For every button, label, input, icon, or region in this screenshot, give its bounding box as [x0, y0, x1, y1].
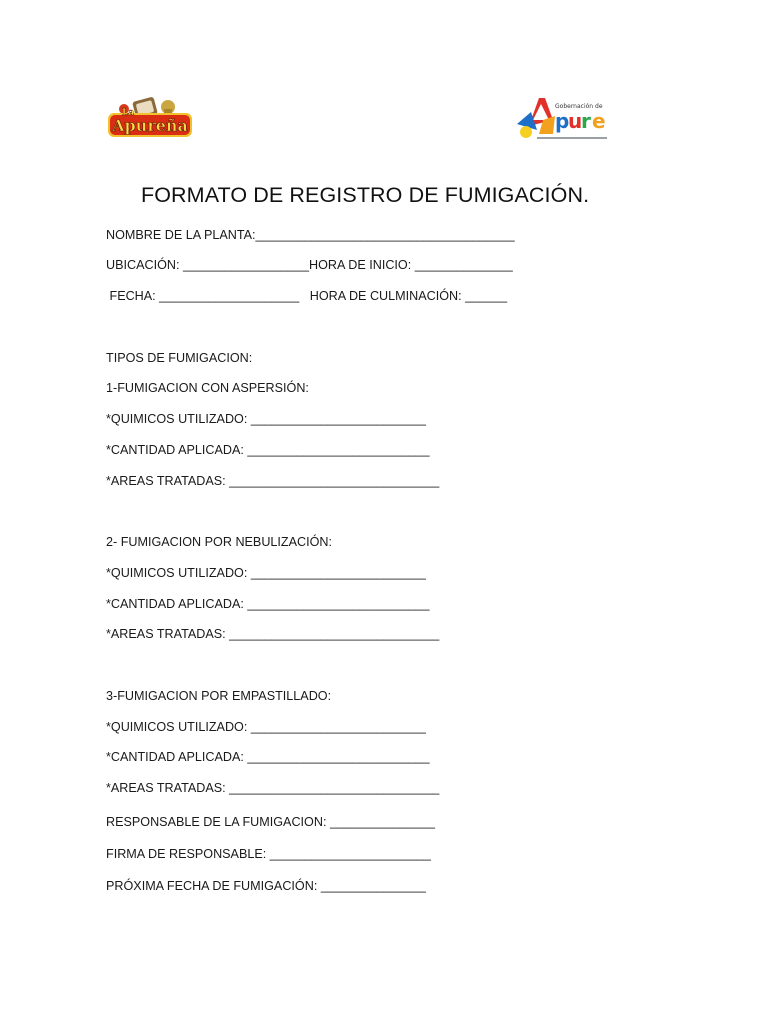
proxima-fecha-field[interactable]: PRÓXIMA FECHA DE FUMIGACIÓN: _______________: [106, 879, 426, 893]
section-2-heading: 2- FUMIGACION POR NEBULIZACIÓN:: [106, 535, 333, 549]
firma-field[interactable]: FIRMA DE RESPONSABLE: _______________________: [106, 847, 431, 861]
section-1-heading: 1-FUMIGACION CON ASPERSIÓN:: [106, 381, 309, 395]
svg-text:La: La: [122, 108, 135, 118]
gobernacion-apure-logo: [515, 90, 620, 145]
fecha-hora-culminacion-field[interactable]: FECHA: ____________________ HORA DE CULMINACIÓN: ______: [106, 289, 508, 303]
nombre-planta-field[interactable]: NOMBRE DE LA PLANTA:_____________________________________: [106, 228, 515, 242]
svg-text:e: e: [592, 109, 606, 133]
responsable-field[interactable]: RESPONSABLE DE LA FUMIGACION: _______________: [106, 815, 436, 829]
apurena-logo: [106, 95, 196, 141]
section-2-quimicos-field[interactable]: *QUIMICOS UTILIZADO: _________________________: [106, 566, 426, 580]
tipos-heading: TIPOS DE FUMIGACION:: [106, 351, 253, 365]
section-3-cantidad-field[interactable]: *CANTIDAD APLICADA: __________________________: [106, 750, 430, 764]
section-1-cantidad-field[interactable]: *CANTIDAD APLICADA: __________________________: [106, 443, 430, 457]
svg-text:Gobernación de: Gobernación de: [555, 103, 603, 110]
svg-text:u: u: [568, 109, 583, 133]
svg-text:p: p: [555, 109, 570, 133]
form-title: FORMATO DE REGISTRO DE FUMIGACIÓN.: [141, 183, 590, 207]
section-2-cantidad-field[interactable]: *CANTIDAD APLICADA: __________________________: [106, 597, 430, 611]
section-3-heading: 3-FUMIGACION POR EMPASTILLADO:: [106, 689, 332, 703]
svg-text:Apureña: Apureña: [112, 116, 188, 135]
section-2-areas-field[interactable]: *AREAS TRATADAS: ______________________________: [106, 627, 440, 641]
section-1-areas-field[interactable]: *AREAS TRATADAS: ______________________________: [106, 474, 440, 488]
section-3-areas-field[interactable]: *AREAS TRATADAS: ______________________________: [106, 781, 440, 795]
section-1-quimicos-field[interactable]: *QUIMICOS UTILIZADO: _________________________: [106, 412, 426, 426]
svg-text:r: r: [581, 109, 591, 133]
ubicacion-hora-inicio-field[interactable]: UBICACIÓN: __________________HORA DE INICIO: ______________: [106, 258, 513, 272]
section-3-quimicos-field[interactable]: *QUIMICOS UTILIZADO: _________________________: [106, 720, 426, 734]
